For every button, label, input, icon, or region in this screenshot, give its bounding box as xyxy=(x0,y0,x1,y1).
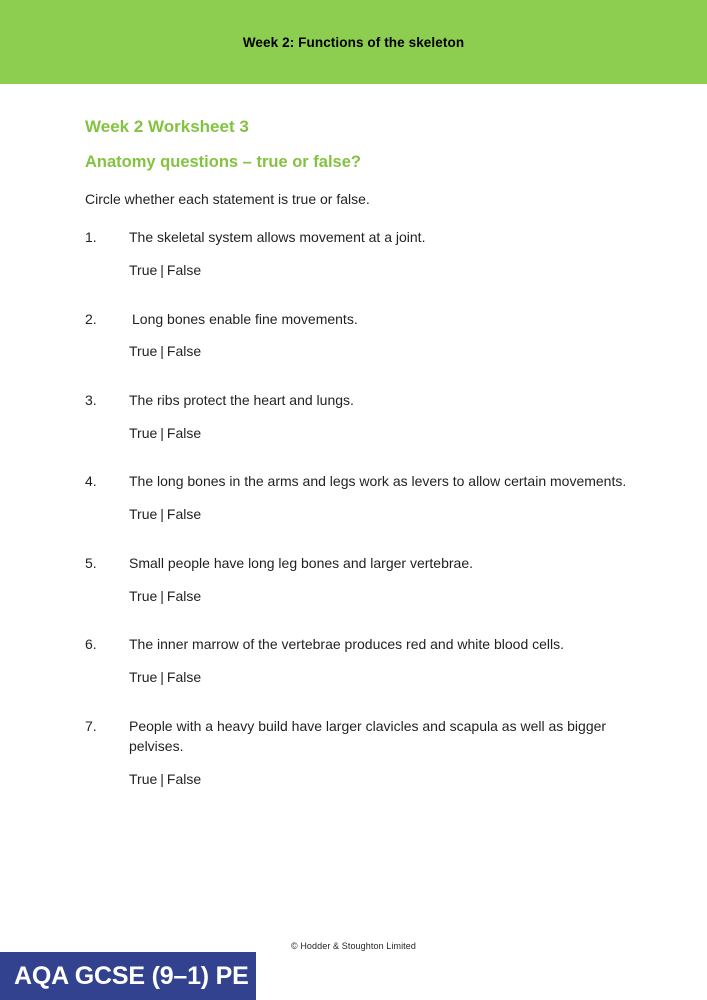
answer-options xyxy=(129,504,637,525)
question-number: 5. xyxy=(85,554,97,571)
answer-false-option[interactable]: False xyxy=(166,261,202,278)
worksheet-instruction: Circle whether each statement is true or false. xyxy=(85,190,370,207)
answer-separator: | xyxy=(160,343,164,360)
answer-separator: | xyxy=(160,668,164,685)
question-item xyxy=(85,634,637,687)
question-text: The long bones in the arms and legs work as levers to allow certain movements. xyxy=(129,473,627,490)
question-text: The skeletal system allows movement at a joint. xyxy=(129,229,426,246)
answer-options xyxy=(129,423,637,444)
answer-options xyxy=(129,769,637,790)
question-item xyxy=(85,227,637,280)
question-row xyxy=(85,634,637,655)
answer-false-option[interactable]: False xyxy=(166,771,202,788)
worksheet-inner xyxy=(0,84,707,790)
answer-separator: | xyxy=(160,424,164,441)
answer-options xyxy=(129,341,637,362)
page-header-band xyxy=(0,0,707,84)
answer-true-option[interactable]: True xyxy=(129,343,158,360)
question-number: 7. xyxy=(85,717,97,734)
footer-copyright: © Hodder & Stoughton Limited xyxy=(290,941,416,951)
answer-options xyxy=(129,667,637,688)
question-row xyxy=(85,716,637,757)
question-text: The inner marrow of the vertebrae produces red and white blood cells. xyxy=(129,636,565,653)
question-number: 1. xyxy=(85,229,97,246)
question-text: Long bones enable fine movements. xyxy=(132,310,358,327)
answer-false-option[interactable]: False xyxy=(166,587,202,604)
question-number: 6. xyxy=(85,636,97,653)
question-row xyxy=(85,390,637,411)
answer-separator: | xyxy=(160,261,164,278)
page-header-title: Week 2: Functions of the skeleton xyxy=(242,34,465,50)
answer-false-option[interactable]: False xyxy=(166,424,202,441)
question-number: 3. xyxy=(85,391,97,408)
answer-options xyxy=(129,260,637,281)
question-item xyxy=(85,390,637,443)
question-row xyxy=(85,227,637,248)
answer-true-option[interactable]: True xyxy=(129,261,158,278)
question-list xyxy=(85,227,637,790)
question-number: 2. xyxy=(85,310,97,327)
answer-separator: | xyxy=(160,506,164,523)
answer-true-option[interactable]: True xyxy=(129,668,158,685)
question-text: People with a heavy build have larger clavicles and scapula as well as bigger pelvises. xyxy=(129,717,607,755)
question-item xyxy=(85,471,637,524)
footer-brand-text: AQA GCSE (9–1) PE xyxy=(14,961,249,990)
answer-separator: | xyxy=(160,587,164,604)
answer-false-option[interactable]: False xyxy=(166,506,202,523)
answer-true-option[interactable]: True xyxy=(129,424,158,441)
question-row xyxy=(85,471,637,492)
question-number: 4. xyxy=(85,473,97,490)
question-item xyxy=(85,309,637,362)
answer-true-option[interactable]: True xyxy=(129,771,158,788)
question-text: The ribs protect the heart and lungs. xyxy=(129,391,354,408)
answer-separator: | xyxy=(160,771,164,788)
question-row xyxy=(85,553,637,574)
answer-options xyxy=(129,586,637,607)
answer-true-option[interactable]: True xyxy=(129,506,158,523)
footer-brand-banner xyxy=(0,952,256,1000)
question-item xyxy=(85,553,637,606)
answer-false-option[interactable]: False xyxy=(166,343,202,360)
worksheet-content xyxy=(0,84,707,818)
question-text: Small people have long leg bones and larger vertebrae. xyxy=(129,554,474,571)
question-item xyxy=(85,716,637,790)
answer-true-option[interactable]: True xyxy=(129,587,158,604)
question-row xyxy=(85,309,637,330)
worksheet-title: Week 2 Worksheet 3 xyxy=(85,117,249,136)
answer-false-option[interactable]: False xyxy=(166,668,202,685)
worksheet-subtitle: Anatomy questions – true or false? xyxy=(85,153,361,172)
